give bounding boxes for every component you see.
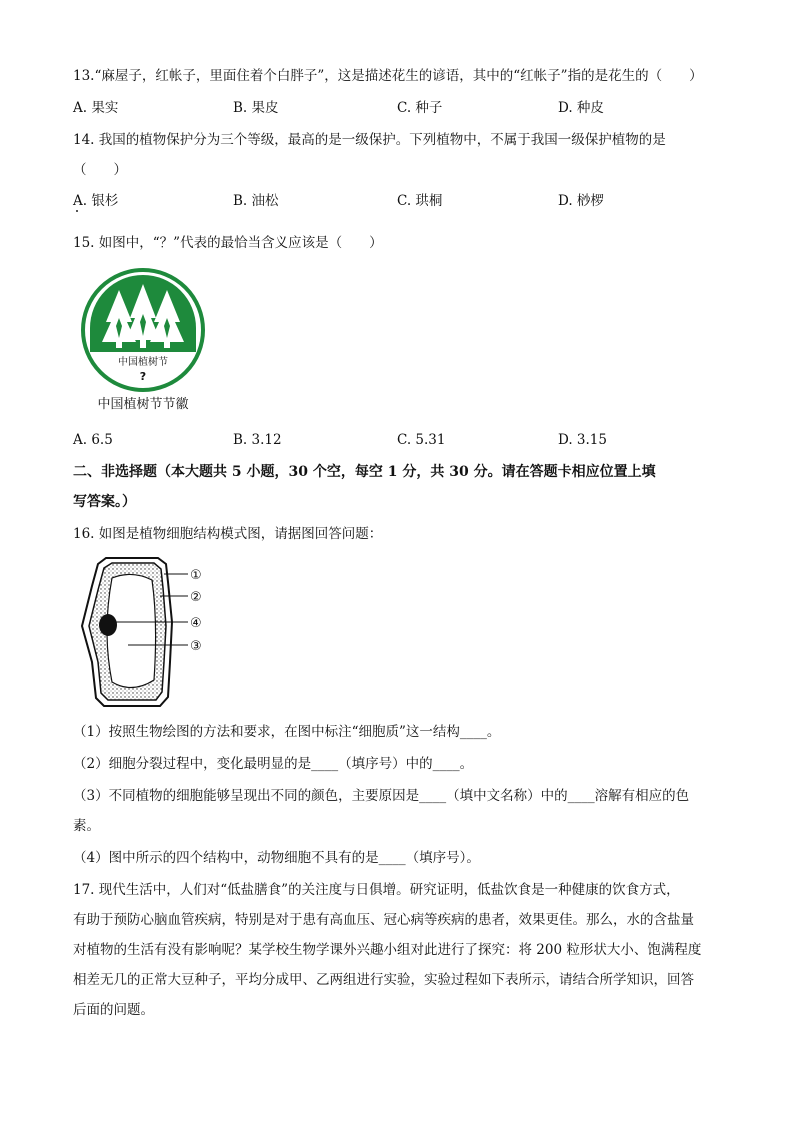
label-4: ④	[190, 616, 202, 631]
label-1: ①	[190, 568, 202, 583]
nucleus	[99, 614, 117, 636]
q17-line-5: 后面的问题。	[73, 1002, 154, 1018]
q14-option-b: B. 油松	[233, 193, 279, 209]
emblem-caption: 中国植树节节徽	[97, 397, 189, 412]
q14-option-c: C. 珙桐	[397, 193, 443, 209]
section-heading-cont: 写答案。）	[73, 494, 136, 510]
q17-line-1: 17. 现代生活中，人们对“低盐膳食”的关注度与日俱增。研究证明，低盐饮食是一种健康的饮食方式，	[73, 882, 680, 898]
q13-option-b: B. 果皮	[233, 100, 279, 116]
q14-option-a: A. 银杉	[73, 193, 119, 209]
q17-line-2: 有助于预防心脑血管疾病，特别是对于患有高血压、冠心病等疾病的患者，效果更佳。那么，水的含盐量	[73, 912, 694, 928]
q16-sub-1: （1）按照生物绘图的方法和要求，在图中标注“细胞质”这一结构____。	[73, 724, 501, 740]
q17-line-4: 相差无几的正常大豆种子，平均分成甲、乙两组进行实验，实验过程如下表所示，请结合所学知识，回答	[73, 972, 694, 988]
plant-cell-diagram	[76, 552, 216, 714]
emblem-inner-text: 中国植树节	[118, 357, 168, 368]
q16-sub-2: （2）细胞分裂过程中，变化最明显的是____（填序号）中的____。	[73, 756, 474, 772]
q16-stem: 16. 如图是植物细胞结构模式图，请据图回答问题：	[73, 526, 383, 542]
q15-option-b: B. 3.12	[233, 432, 282, 448]
section-heading: 二、非选择题（本大题共 5 小题，30 个空，每空 1 分，共 30 分。请在答题卡相应位置上填	[73, 464, 656, 480]
q15-stem: 15. 如图中，“？”代表的最恰当含义应该是（ ）	[73, 235, 383, 251]
q15-option-a: A. 6.5	[73, 432, 113, 448]
q13-stem: 13.“麻屋子，红帐子，里面住着个白胖子”，这是描述花生的谚语，其中的“红帐子”指的是花生的（ ）	[73, 68, 703, 84]
q16-sub-4: （4）图中所示的四个结构中，动物细胞不具有的是____（填序号）。	[73, 850, 480, 866]
emblem-question-mark: ?	[139, 370, 147, 383]
q13-option-c: C. 种子	[397, 100, 443, 116]
stray-dot	[76, 210, 78, 212]
tree-planting-day-emblem	[76, 268, 214, 418]
q16-sub-3: （3）不同植物的细胞能够呈现出不同的颜色，主要原因是____（填中文名称）中的____溶解有相应的色	[73, 788, 690, 804]
q15-option-c: C. 5.31	[397, 432, 446, 448]
q14-option-d: D. 桫椤	[558, 193, 604, 209]
q15-option-d: D. 3.15	[558, 432, 607, 448]
q13-option-d: D. 种皮	[558, 100, 604, 116]
q14-stem-cont: （ ）	[73, 162, 127, 178]
q14-stem: 14. 我国的植物保护分为三个等级，最高的是一级保护。下列植物中，不属于我国一级保护植物的是	[73, 132, 666, 148]
q17-line-3: 对植物的生活有没有影响呢？某学校生物学课外兴趣小组对此进行了探究：将 200 粒形状大小、饱满程度	[73, 942, 702, 958]
q13-option-a: A. 果实	[73, 100, 119, 116]
label-3: ③	[190, 639, 202, 654]
label-2: ②	[190, 590, 202, 605]
q16-sub-3-cont: 素。	[73, 818, 100, 834]
